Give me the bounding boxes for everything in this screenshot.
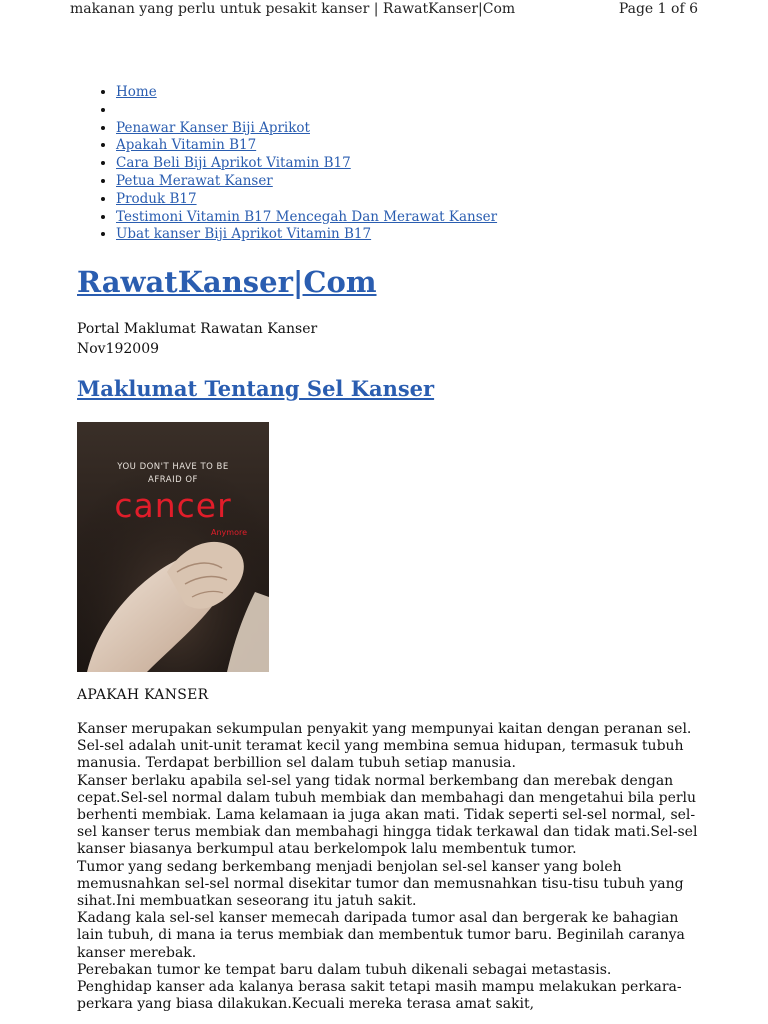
article-body: [77, 721, 702, 1013]
nav-link-ubat[interactable]: Ubat kanser Biji Aprikot Vitamin B17: [116, 226, 372, 243]
nav-link-testimoni[interactable]: Testimoni Vitamin B17 Mencegah Dan Merawat Kanser: [116, 208, 498, 225]
book-cover-image: [77, 422, 269, 672]
article-paragraph: Kadang kala sel-sel kanser memecah daripada tumor asal dan bergerak ke bahagian lain tubuh, di mana ia terus membiak dan membentuk tumor baru. Beginilah caranya kanser merebak.: [77, 910, 685, 961]
nav-item-petua: [116, 173, 497, 191]
cover-text-line1: YOU DON'T HAVE TO BE: [117, 462, 229, 472]
nav-item-apakah-vitamin: [116, 137, 497, 155]
nav-item-ubat: [116, 226, 497, 244]
nav-item-empty: [116, 102, 497, 120]
nav-menu: [98, 84, 497, 244]
nav-link-home[interactable]: Home: [116, 84, 157, 100]
nav-item-home: [116, 84, 497, 102]
article-paragraph: Perebakan tumor ke tempat baru dalam tubuh dikenali sebagai metastasis.: [77, 961, 612, 978]
section-heading: APAKAH KANSER: [77, 687, 209, 703]
nav-link-petua[interactable]: Petua Merawat Kanser: [116, 172, 273, 189]
cover-text-line2: AFRAID OF: [148, 475, 198, 485]
page-number: Page 1 of 6: [618, 1, 698, 17]
post-title-link[interactable]: Maklumat Tentang Sel Kanser: [77, 376, 435, 401]
site-tagline: Portal Maklumat Rawatan Kanser: [77, 321, 318, 337]
nav-link-produk[interactable]: Produk B17: [116, 190, 197, 207]
nav-link-cara-beli[interactable]: Cara Beli Biji Aprikot Vitamin B17: [116, 155, 351, 172]
article-paragraph: Penghidap kanser ada kalanya berasa sakit tetapi masih mampu melakukan perkara-perkara yang biasa dilakukan.Kecuali mereka terasa amat sakit,: [77, 979, 682, 1013]
nav-link-penawar[interactable]: Penawar Kanser Biji Aprikot: [116, 119, 310, 136]
article-paragraph: Tumor yang sedang berkembang menjadi benjolan sel-sel kanser yang boleh memusnahkan sel-sel normal disekitar tumor dan memusnahkan tisu-tisu tubuh yang sihat.Ini membuatkan seseorang itu jatuh sakit.: [77, 858, 684, 910]
nav-link-apakah-vitamin[interactable]: Apakah Vitamin B17: [116, 137, 257, 154]
cover-title-word: cancer: [114, 486, 232, 525]
nav-item-produk: [116, 191, 497, 209]
cover-subtitle: Anymore: [211, 528, 247, 537]
article-paragraph: Kanser merupakan sekumpulan penyakit yang mempunyai kaitan dengan peranan sel. Sel-sel adalah unit-unit teramat kecil yang membina semua hidupan, termasuk tubuh manusia. Terdapat berbillion sel dalam tubuh setiap manusia.: [77, 721, 692, 772]
nav-item-testimoni: [116, 209, 497, 227]
print-header: [0, 0, 768, 20]
site-title-link[interactable]: RawatKanser|Com: [77, 265, 377, 299]
post-date: Nov192009: [77, 341, 160, 357]
article-paragraph: Kanser berlaku apabila sel-sel yang tidak normal berkembang dan merebak dengan cepat.Sel-sel normal dalam tubuh membiak dan membahagi dan mengetahui bila perlu berhenti membiak. Lama kelamaan ia juga akan mati. Tidak seperti sel-sel normal, sel-sel kanser terus membiak dan membahagi hingga tidak terkawal dan tidak mati.Sel-sel kanser biasanya berkumpul atau berkelompok lalu membentuk tumor.: [77, 772, 698, 858]
nav-item-cara-beli: [116, 155, 497, 173]
praying-hands-illustration: [77, 422, 269, 672]
nav-item-penawar: [116, 120, 497, 138]
document-title: makanan yang perlu untuk pesakit kanser | RawatKanser|Com: [70, 1, 516, 17]
